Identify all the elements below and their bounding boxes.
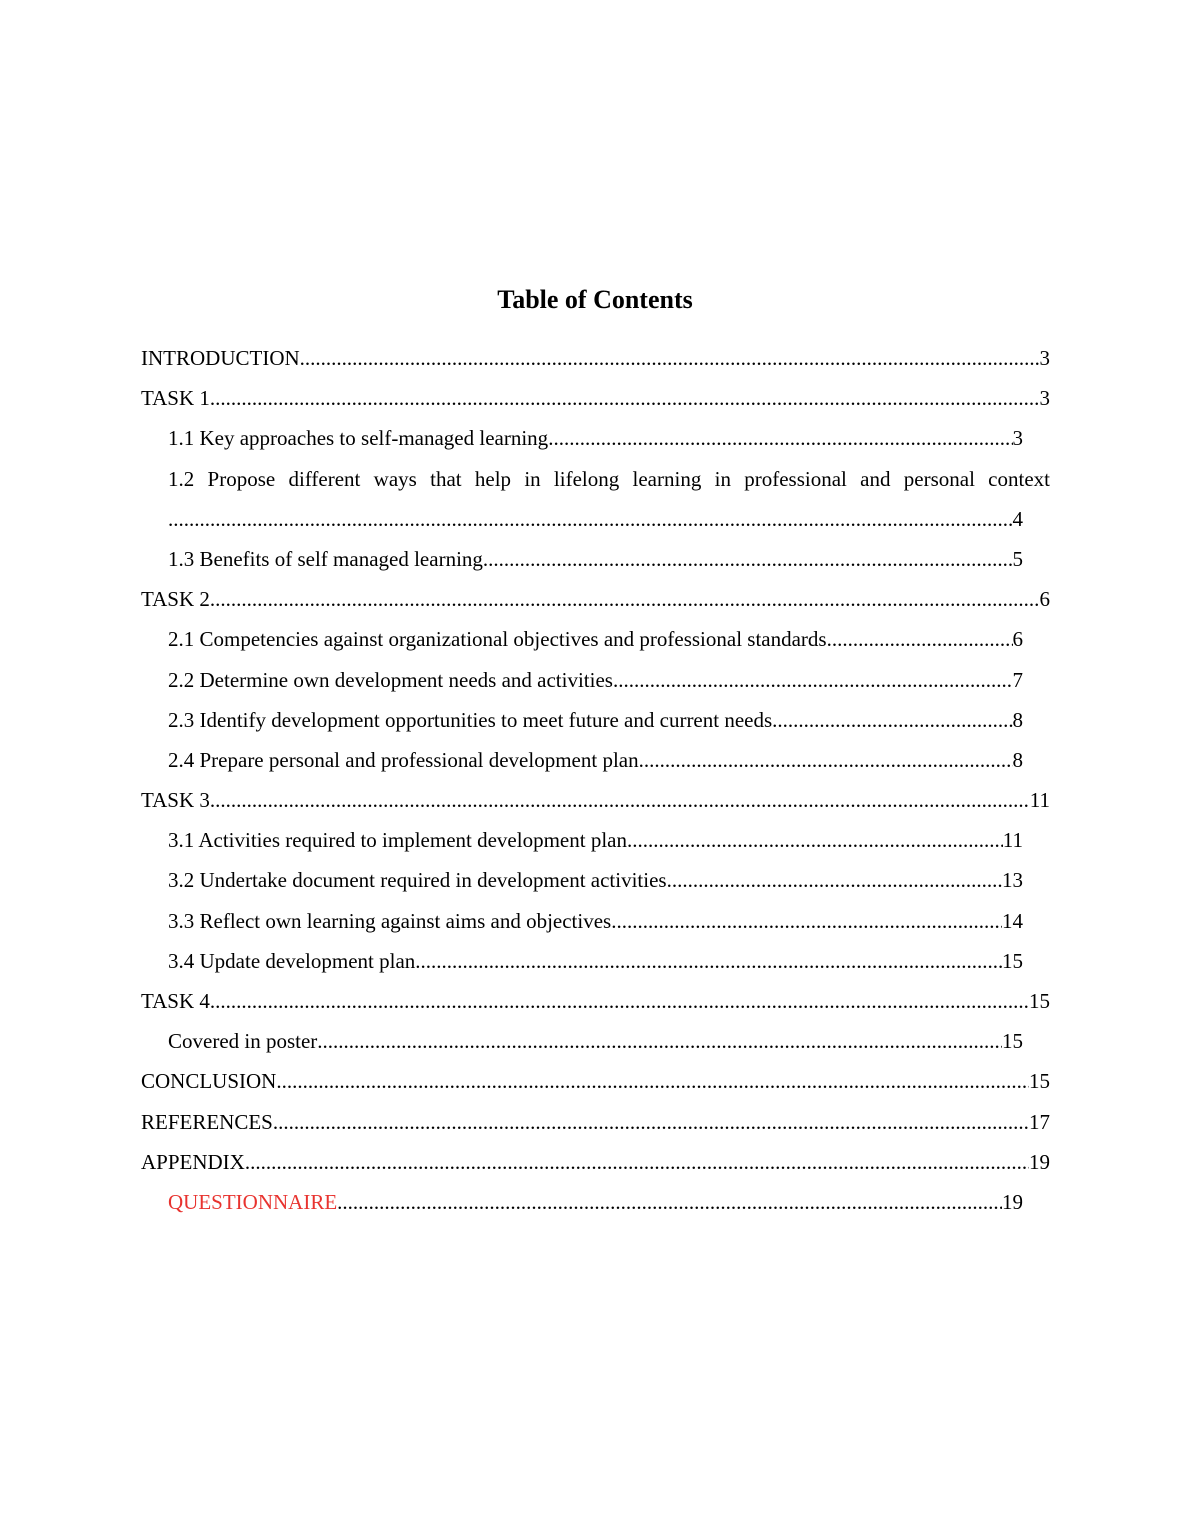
toc-entry-label: QUESTIONNAIRE [168,1189,338,1214]
toc-page-number: 6 [1012,627,1023,652]
toc-dot-leader [273,1102,1029,1142]
toc-page-number: 19 [1029,1149,1050,1174]
toc-entry-label: REFERENCES [141,1109,273,1134]
toc-dot-leader [827,619,1013,659]
toc-entry-label: 3.4 Update development plan [168,948,416,973]
toc-entry-2-1[interactable] [168,619,1023,659]
toc-entry-2-2[interactable] [168,660,1023,700]
toc-entry-label: 3.2 Undertake document required in development activities [168,868,667,893]
toc-entry-task-1[interactable] [141,378,1050,418]
toc-entry-label: APPENDIX [141,1149,245,1174]
toc-page-number: 3 [1039,346,1050,370]
toc-page-number: 19 [1002,1189,1023,1214]
toc-page-number: 15 [1029,989,1050,1013]
toc-page-number: 17 [1029,1109,1050,1134]
toc-page-number: 11 [1002,828,1023,853]
toc-entry-questionnaire[interactable] [168,1182,1023,1222]
toc-entry-label: 2.4 Prepare personal and professional development plan [168,747,639,772]
toc-dot-leader [415,941,1002,981]
toc-dot-leader [611,901,1002,941]
toc-entry-label: 2.2 Determine own development needs and activities [168,667,613,692]
toc-dot-leader [627,820,1003,860]
toc-page-number: 5 [1012,546,1023,571]
toc-entry-label: TASK 3 [141,788,210,813]
toc-page-number: 15 [1002,948,1023,973]
toc-page-number: 13 [1002,868,1023,893]
toc-page-number: 4 [1012,506,1023,531]
toc-dot-leader [639,740,1013,780]
toc-entry-task-3[interactable] [141,780,1050,820]
toc-page-number: 15 [1002,1029,1023,1054]
toc-page-number: 14 [1002,908,1023,933]
toc-entry-3-1[interactable] [168,820,1023,860]
toc-entry-conclusion[interactable] [141,1061,1050,1101]
toc-dot-leader [210,780,1030,820]
toc-entry-label: TASK 4 [141,989,210,1013]
toc-entry-label: 3.3 Reflect own learning against aims and objectives [168,908,612,933]
toc-dot-leader [317,1021,1002,1061]
toc-page-number: 3 [1039,386,1050,411]
toc-dot-leader [210,981,1029,1021]
toc-page-number: 7 [1012,667,1023,692]
toc-entry-references[interactable] [141,1102,1050,1142]
toc-dot-leader [483,539,1013,579]
toc-entry-1-1[interactable] [168,418,1023,458]
toc-entry-3-3[interactable] [168,901,1023,941]
toc-list [141,338,1050,1222]
toc-dot-leader [667,860,1002,900]
toc-dot-leader [168,499,1013,539]
toc-page-number: 8 [1012,707,1023,732]
toc-page-number: 3 [1012,426,1023,451]
toc-entry-3-4[interactable] [168,941,1023,981]
toc-page-number: 15 [1029,1069,1050,1094]
toc-entry-label: 1.1 Key approaches to self-managed learning [168,426,549,451]
toc-dot-leader [337,1182,1002,1222]
toc-page-number: 8 [1012,747,1023,772]
toc-entry-label: INTRODUCTION [141,346,300,370]
toc-dot-leader [772,700,1012,740]
toc-entry-label: Covered in poster [168,1029,318,1054]
toc-entry-3-2[interactable] [168,860,1023,900]
toc-page-number: 6 [1039,587,1050,612]
toc-entry-label: 1.2 Propose different ways that help in lifelong learning in professional and personal context [168,466,1050,491]
toc-entry-1-3[interactable] [168,539,1023,579]
toc-dot-leader [245,1142,1029,1182]
toc-entry-label: 2.1 Competencies against organizational objectives and professional standards [168,627,827,652]
toc-entry-2-3[interactable] [168,700,1023,740]
toc-entry-label: TASK 2 [141,587,210,612]
toc-entry-covered-in-poster[interactable] [168,1021,1023,1061]
toc-entry-label: 3.1 Activities required to implement development plan [168,828,627,853]
toc-entry-label: TASK 1 [141,386,210,411]
toc-entry-label: 2.3 Identify development opportunities to meet future and current needs [168,707,773,732]
toc-dot-leader [613,660,1013,700]
toc-page-number: 11 [1029,788,1050,813]
toc-entry-1-2[interactable] [168,459,1050,539]
toc-title: Table of Contents [497,285,693,314]
toc-entry-label: 1.3 Benefits of self managed learning [168,546,483,571]
toc-dot-leader [210,378,1040,418]
toc-entry-task-2[interactable] [141,579,1050,619]
toc-dot-leader [548,418,1012,458]
toc-entry-label: CONCLUSION [141,1069,277,1094]
toc-entry-introduction[interactable] [141,338,1050,378]
toc-dot-leader [210,579,1040,619]
toc-entry-appendix[interactable] [141,1142,1050,1182]
toc-dot-leader [276,1061,1029,1101]
toc-entry-2-4[interactable] [168,740,1023,780]
toc-entry-continuation [168,499,1023,539]
toc-entry-task-4[interactable] [141,981,1050,1021]
toc-dot-leader [300,338,1040,378]
